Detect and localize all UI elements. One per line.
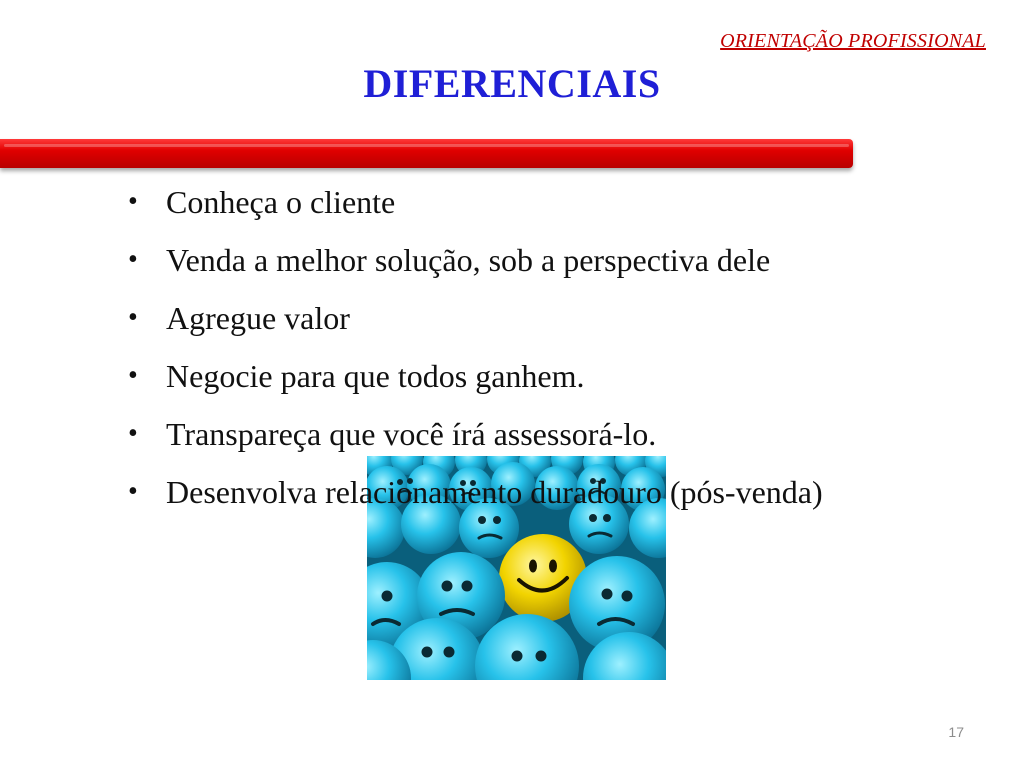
bullet-text: Venda a melhor solução, sob a perspectiva dele: [166, 242, 771, 278]
bullet-icon: •: [128, 244, 138, 275]
bullet-icon: •: [128, 360, 138, 391]
list-item: [128, 299, 928, 337]
header-label[interactable]: ORIENTAÇÃO PROFISSIONAL: [720, 30, 986, 52]
page-number: 17: [948, 724, 964, 740]
bullet-list: [128, 183, 928, 531]
bullet-icon: •: [128, 302, 138, 333]
bullet-icon: •: [128, 186, 138, 217]
bullet-text: Conheça o cliente: [166, 184, 396, 220]
bullet-text: Desenvolva relacionamento duradouro (pós-venda): [166, 474, 823, 510]
list-item: [128, 473, 928, 511]
slide-title: DIFERENCIAIS: [363, 61, 661, 106]
bullet-icon: •: [128, 476, 138, 507]
bullet-text: Transpareça que você írá assessorá-lo.: [166, 416, 657, 452]
list-item: [128, 183, 928, 221]
title-accent-bar: [0, 139, 853, 168]
bullet-text: Negocie para que todos ganhem.: [166, 358, 585, 394]
bullet-icon: •: [128, 418, 138, 449]
list-item: [128, 357, 928, 395]
bullet-text: Agregue valor: [166, 300, 350, 336]
list-item: [128, 415, 928, 453]
list-item: [128, 241, 928, 279]
